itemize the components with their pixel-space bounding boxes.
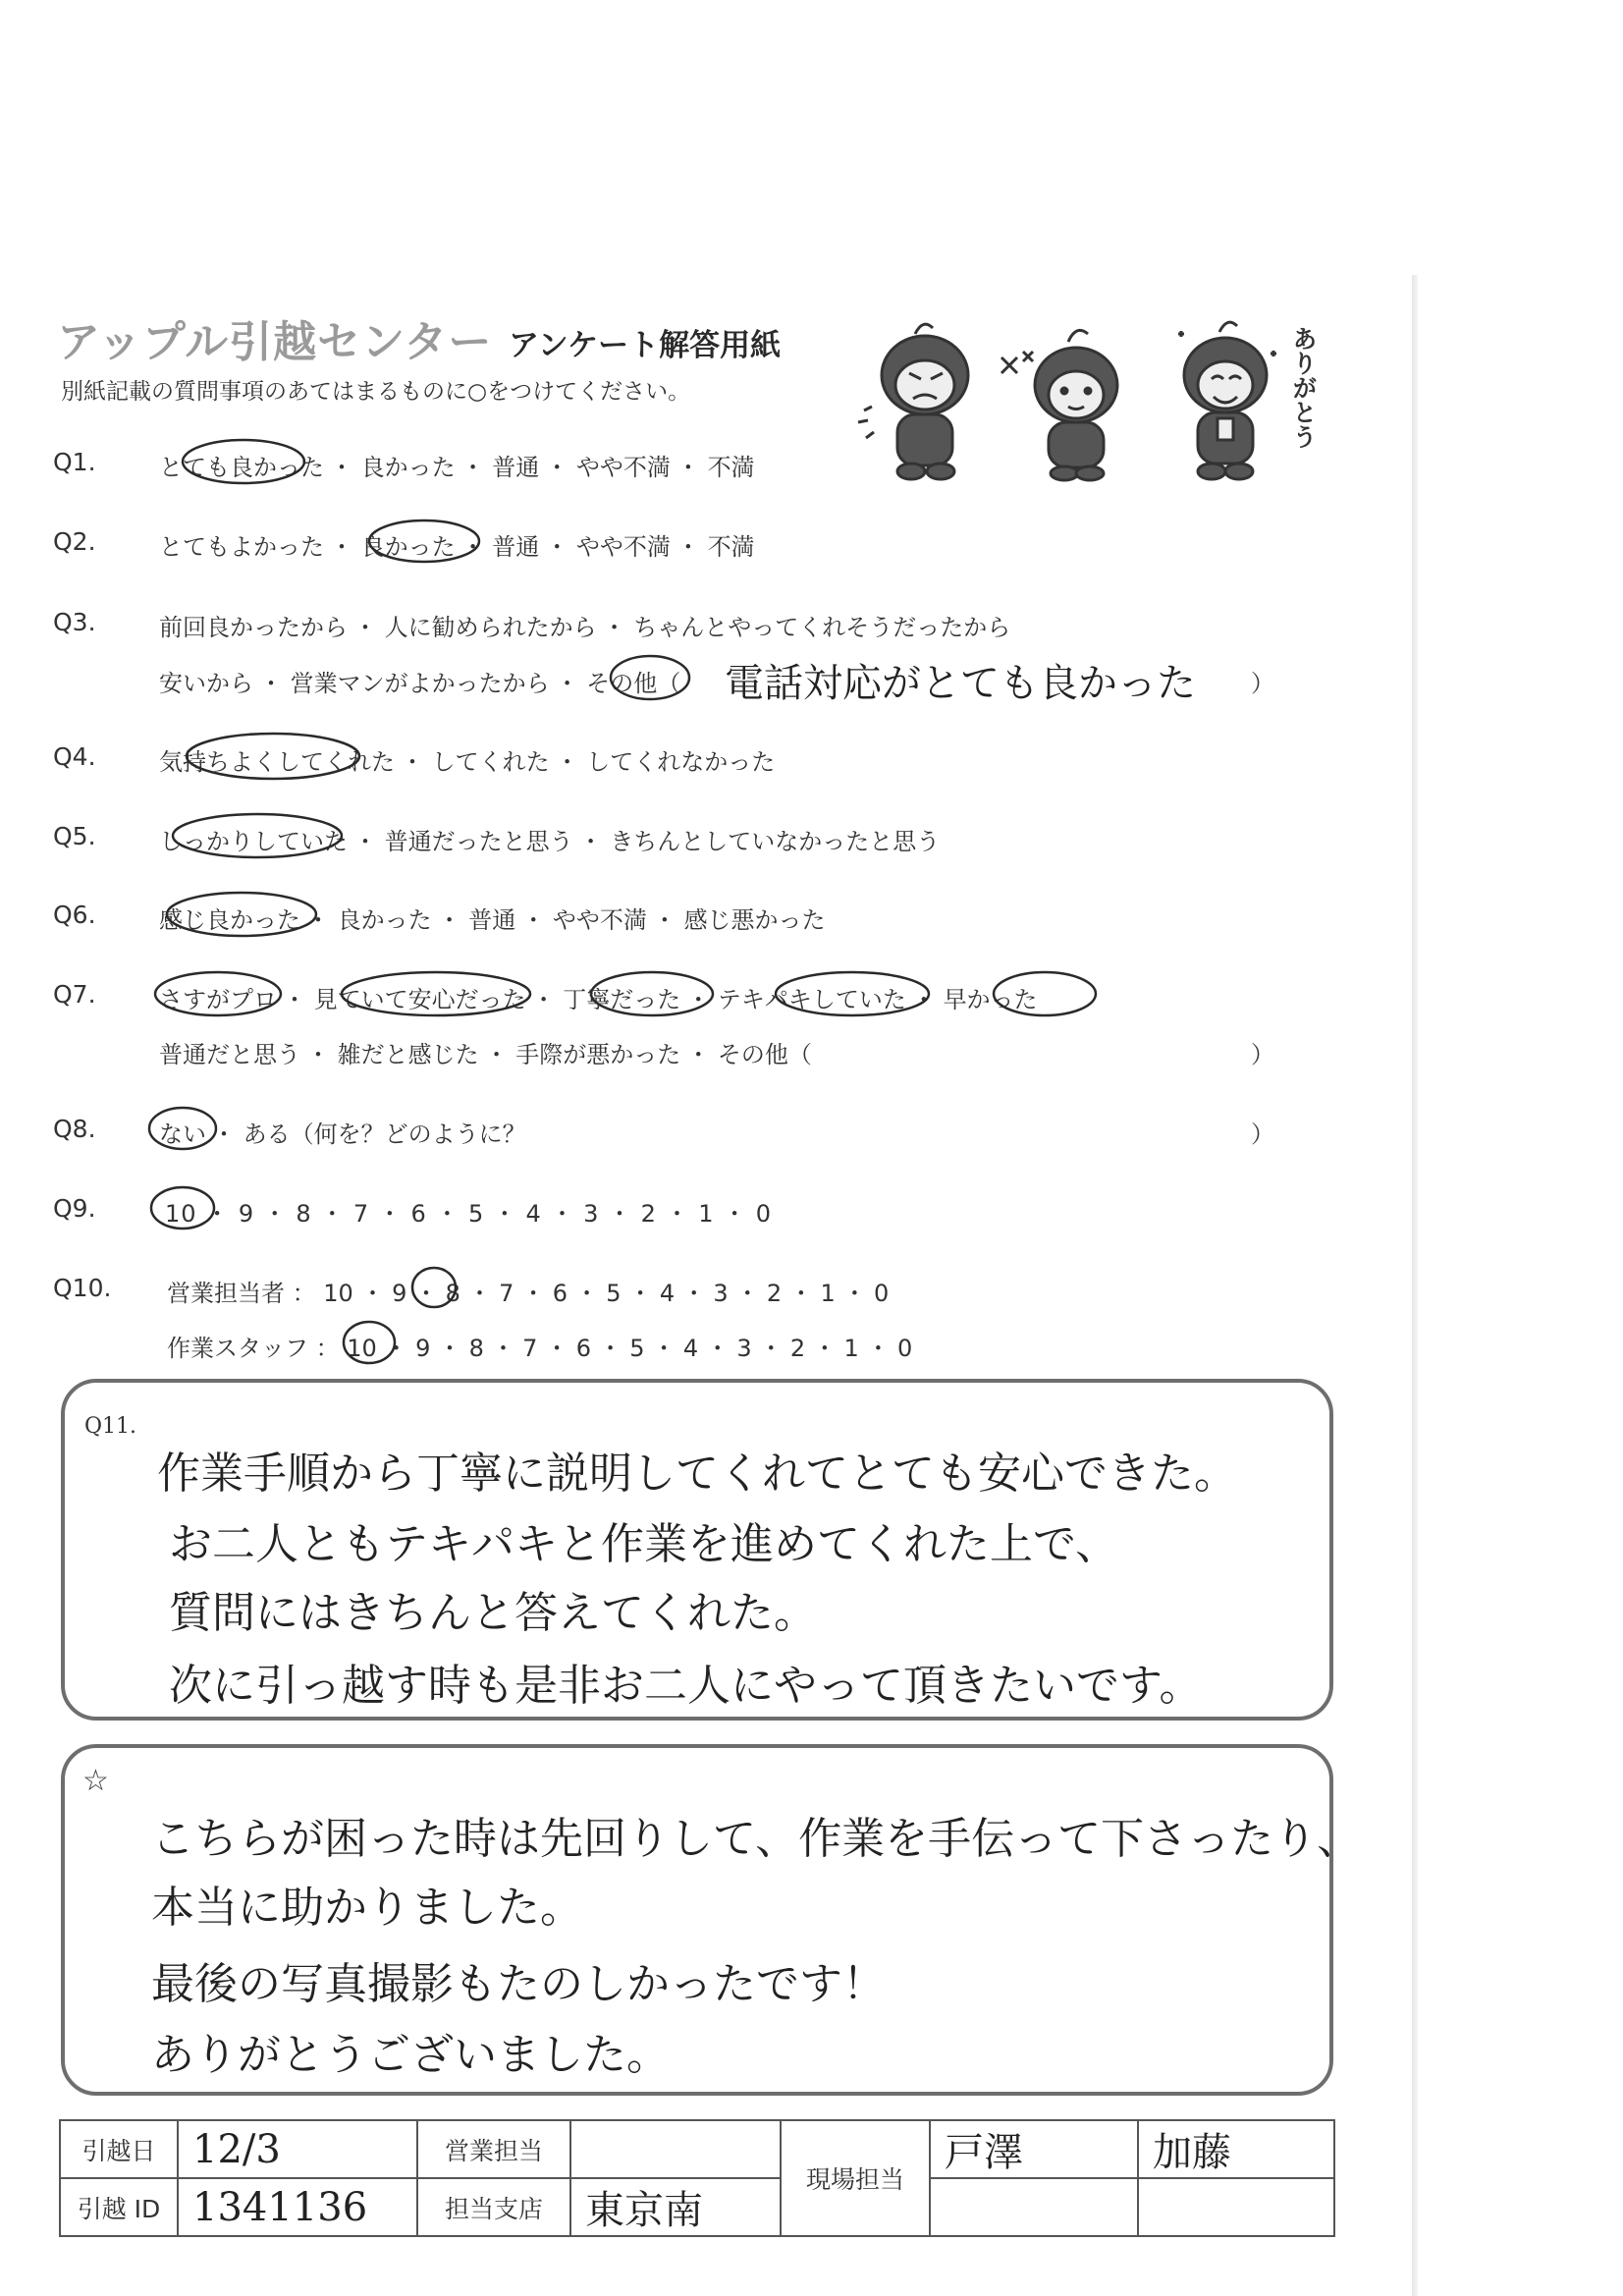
q10-score[interactable]: 8	[445, 1280, 460, 1307]
q2-option[interactable]: 良かった	[360, 533, 456, 561]
q8-options: ない ・ ある（何を？どのように？	[159, 1121, 526, 1148]
q10-score[interactable]: 1	[843, 1335, 859, 1362]
extra-comment-line: ありがとうございました。	[151, 2030, 670, 2080]
q9-score[interactable]: 9	[238, 1200, 255, 1228]
q10-score[interactable]: 5	[606, 1280, 622, 1307]
q6-option[interactable]: 感じ良かった	[159, 906, 300, 934]
q11-comment-line: 質問にはきちんと答えてくれた。	[169, 1588, 817, 1638]
company-title: アップル引越センター	[57, 317, 493, 367]
q7-option[interactable]: さすがプロ	[159, 986, 277, 1013]
q4-option[interactable]: してくれなかった	[586, 748, 776, 776]
q3-handwritten-answer: 電話対応がとても良かった	[725, 661, 1196, 706]
q7-option[interactable]: 手際が悪かった	[515, 1041, 681, 1068]
q7-close-paren: ）	[1251, 1041, 1274, 1068]
q10-sales-row: 営業担当者 ： 10 ・ 9 ・ 8 ・ 7 ・ 6 ・ 5 ・ 4 ・ 3 ・ 2 ・ 1 ・ 0	[167, 1280, 890, 1307]
q7-options-line2: 普通だと思う ・ 雑だと感じた ・ 手際が悪かった ・ その他（	[159, 1041, 812, 1068]
q7-option[interactable]: テキパキしていた	[717, 986, 906, 1013]
q2-option[interactable]: やや不満	[575, 533, 671, 561]
q2-option[interactable]: とてもよかった	[159, 533, 324, 561]
q9-score[interactable]: 3	[583, 1200, 600, 1228]
q10-score[interactable]: 8	[468, 1335, 484, 1362]
answer-circle	[611, 656, 689, 699]
q10-score[interactable]: 0	[897, 1335, 913, 1362]
q9-label: Q9.	[53, 1194, 96, 1223]
q5-option[interactable]: 普通だったと思う	[384, 828, 573, 855]
answer-circle	[187, 734, 359, 779]
branch-label: 担当支店	[417, 2178, 570, 2236]
answer-circle	[994, 972, 1096, 1015]
extra-comment-line: こちらが困った時は先回りして、作業を手伝って下さったり、	[151, 1814, 1361, 1864]
q8-close-paren: ）	[1251, 1121, 1274, 1148]
q7-options-line1: さすがプロ ・ 見ていて安心だった ・ 丁寧だった ・ テキパキしていた ・ 早かった	[159, 986, 1038, 1013]
q4-label: Q4.	[53, 742, 96, 771]
q11-comment-line: 次に引っ越す時も是非お二人にやって頂きたいです。	[169, 1661, 1203, 1711]
q6-option[interactable]: 感じ悪かった	[683, 906, 826, 934]
answer-circle	[776, 972, 929, 1015]
q10-score[interactable]: 9	[392, 1280, 407, 1307]
q7-option[interactable]: 早かった	[943, 986, 1038, 1013]
q6-option[interactable]: 良かった	[337, 906, 432, 934]
q2-label: Q2.	[53, 527, 96, 556]
q6-label: Q6.	[53, 901, 96, 929]
move-date-value[interactable]: 12/3	[178, 2120, 417, 2178]
move-id-label: 引越 ID	[60, 2178, 178, 2236]
answer-circle	[149, 1108, 216, 1149]
q10-score[interactable]: 7	[522, 1335, 538, 1362]
q4-option[interactable]: 気持ちよくしてくれた	[159, 748, 395, 776]
q1-option[interactable]: 不満	[707, 454, 755, 481]
q3-option[interactable]: 安いから	[159, 670, 253, 697]
q10-score[interactable]: 7	[499, 1280, 514, 1307]
q8-option[interactable]: ない	[159, 1121, 206, 1148]
q6-options: 感じ良かった ・ 良かった ・ 普通 ・ やや不満 ・ 感じ悪かった	[159, 906, 826, 934]
answer-circle	[342, 972, 530, 1015]
answer-circle	[369, 520, 479, 562]
q10-score[interactable]: 1	[820, 1280, 836, 1307]
q10-score[interactable]: 6	[575, 1335, 591, 1362]
q2-option[interactable]: 不満	[707, 533, 755, 561]
q11-comment-line: お二人ともテキパキと作業を進めてくれた上で、	[169, 1519, 1119, 1569]
move-date-label: 引越日	[60, 2120, 178, 2178]
q10-score[interactable]: 5	[629, 1335, 645, 1362]
site-rep-1-value[interactable]: 戸澤	[930, 2120, 1138, 2178]
q7-option[interactable]: 普通だと思う	[159, 1041, 300, 1068]
q8-label: Q8.	[53, 1115, 96, 1143]
q10-score[interactable]: 3	[713, 1280, 729, 1307]
site-rep-extra-cell	[1138, 2178, 1334, 2236]
q10-score[interactable]: 2	[766, 1280, 783, 1307]
q1-option[interactable]: やや不満	[575, 454, 671, 481]
q7-option-other[interactable]: その他（	[717, 1041, 812, 1068]
site-rep-2-value[interactable]: 加藤	[1138, 2120, 1334, 2178]
q10-score[interactable]: 4	[659, 1280, 676, 1307]
q9-score[interactable]: 5	[468, 1200, 485, 1228]
q4-option[interactable]: してくれた	[431, 748, 550, 776]
q1-label: Q1.	[53, 448, 96, 476]
q4-options: 気持ちよくしてくれた ・ してくれた ・ してくれなかった	[159, 748, 776, 776]
q3-option-other[interactable]: その他（	[586, 670, 681, 697]
q6-option[interactable]: やや不満	[552, 906, 647, 934]
q3-close-paren: ）	[1251, 670, 1274, 697]
q10-score[interactable]: 2	[789, 1335, 806, 1362]
q5-option[interactable]: きちんとしていなかったと思う	[610, 828, 941, 855]
extra-comment-line: 本当に助かりました。	[151, 1883, 583, 1933]
q10-score[interactable]: 10	[323, 1280, 353, 1307]
branch-value[interactable]: 東京南	[570, 2178, 781, 2236]
q8-option[interactable]: ある（何を？どのように？	[243, 1121, 526, 1148]
q1-option[interactable]: とても良かった	[159, 454, 324, 481]
q3-options-line1: 前回良かったから ・ 人に勧められたから ・ ちゃんとやってくれそうだったから	[159, 614, 1011, 641]
answer-circle	[167, 893, 316, 936]
q3-option[interactable]: ちゃんとやってくれそうだったから	[633, 614, 1011, 641]
q9-score[interactable]: 1	[698, 1200, 715, 1228]
q10-score[interactable]: 6	[552, 1280, 568, 1307]
answer-circle	[183, 440, 304, 483]
q2-option[interactable]: 普通	[492, 533, 540, 561]
answer-circle	[173, 814, 342, 857]
q5-options: しっかりしていた ・ 普通だったと思う ・ きちんとしていなかったと思う	[159, 828, 941, 855]
q9-score[interactable]: 2	[640, 1200, 657, 1228]
q9-score[interactable]: 10	[165, 1200, 197, 1228]
q3-option[interactable]: 前回良かったから	[159, 614, 348, 641]
form-subtitle: アンケート解答用紙	[509, 328, 782, 363]
q1-option[interactable]: 良かった	[360, 454, 456, 481]
star-icon: ☆	[82, 1764, 109, 1798]
form-instructions: 別紙記載の質問事項のあてはまるものに○をつけてください。	[61, 379, 691, 405]
q9-score[interactable]: 8	[296, 1200, 312, 1228]
q9-score[interactable]: 7	[352, 1200, 370, 1228]
q7-label: Q7.	[53, 980, 96, 1009]
extra-comment-line: 最後の写真撮影もたのしかったです！	[151, 1959, 886, 2009]
q3-options-line2: 安いから ・ 営業マンがよかったから ・ その他（	[159, 670, 681, 697]
q5-label: Q5.	[53, 822, 96, 850]
move-id-value[interactable]: 1341136	[178, 2178, 417, 2236]
q10-score[interactable]: 4	[682, 1335, 699, 1362]
q7-option[interactable]: 丁寧だった	[563, 986, 681, 1013]
q10-staff-row: 作業スタッフ ： 10 ・ 9 ・ 8 ・ 7 ・ 6 ・ 5 ・ 4 ・ 3 ・ 2 ・ 1 ・ 0	[167, 1335, 913, 1362]
q9-score[interactable]: 6	[410, 1200, 427, 1228]
q3-option[interactable]: 人に勧められたから	[384, 614, 597, 641]
answer-circle	[344, 1322, 395, 1363]
q10-row-name: 作業スタッフ	[167, 1335, 308, 1362]
site-rep-extra-cell	[930, 2178, 1138, 2236]
site-rep-label: 現場担当	[781, 2120, 930, 2236]
q9-score[interactable]: 0	[755, 1200, 773, 1228]
footer-info-table	[59, 2119, 1335, 2237]
q10-label: Q10.	[53, 1274, 112, 1302]
arigatou-caption: ありがとう	[1289, 326, 1318, 449]
sales-rep-value[interactable]	[570, 2120, 781, 2178]
q10-score[interactable]: 10	[347, 1335, 377, 1362]
q7-option[interactable]: 雑だと感じた	[337, 1041, 479, 1068]
q1-option[interactable]: 普通	[492, 454, 540, 481]
q6-option[interactable]: 普通	[468, 906, 516, 934]
q10-row-name: 営業担当者	[167, 1280, 285, 1307]
q7-option[interactable]: 見ていて安心だった	[313, 986, 526, 1013]
q10-score[interactable]: 9	[415, 1335, 431, 1362]
q1-options: とても良かった ・ 良かった ・ 普通 ・ やや不満 ・ 不満	[159, 454, 755, 481]
answer-circle	[155, 972, 281, 1015]
q10-score[interactable]: 0	[874, 1280, 890, 1307]
q5-option[interactable]: しっかりしていた	[159, 828, 348, 855]
q9-score[interactable]: 4	[525, 1200, 542, 1228]
answer-circle	[151, 1187, 214, 1229]
q11-label: Q11.	[84, 1414, 137, 1439]
q10-score[interactable]: 3	[736, 1335, 752, 1362]
q9-rating-scale: 10 ・ 9 ・ 8 ・ 7 ・ 6 ・ 5 ・ 4 ・ 3 ・ 2 ・ 1 ・ 0	[165, 1200, 773, 1228]
q11-comment-line: 作業手順から丁寧に説明してくれてとても安心できた。	[157, 1449, 1237, 1499]
answer-circle	[412, 1268, 456, 1307]
sales-rep-label: 営業担当	[417, 2120, 570, 2178]
answer-circle	[591, 972, 713, 1015]
q3-label: Q3.	[53, 608, 96, 636]
q3-option[interactable]: 営業マンがよかったから	[290, 670, 550, 697]
q2-options: とてもよかった ・ 良かった ・ 普通 ・ やや不満 ・ 不満	[159, 533, 755, 561]
